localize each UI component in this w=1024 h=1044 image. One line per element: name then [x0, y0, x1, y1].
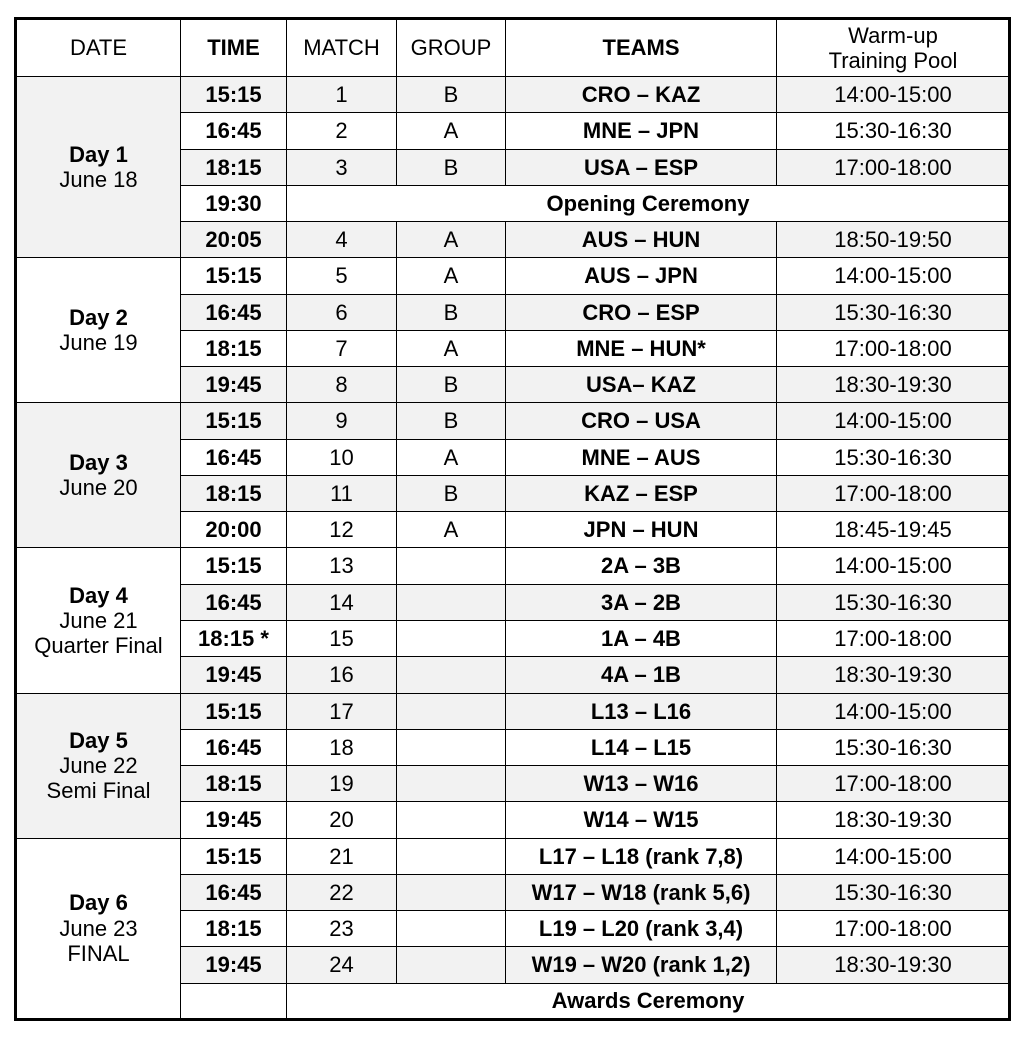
day-date: June 20 [59, 475, 138, 501]
header-date: DATE [16, 19, 181, 77]
day-date: June 22 [59, 752, 138, 778]
teams-cell: L19 – L20 (rank 3,4) [506, 911, 777, 947]
teams-cell: AUS – JPN [506, 258, 777, 294]
teams-cell: W13 – W16 [506, 766, 777, 802]
table-row [16, 403, 1010, 439]
match-cell: 22 [287, 874, 397, 910]
match-schedule-table [14, 17, 1011, 1021]
time-cell: 18:15 * [181, 620, 287, 656]
group-cell: A [397, 258, 506, 294]
group-cell [397, 657, 506, 693]
match-cell: 7 [287, 330, 397, 366]
group-cell [397, 766, 506, 802]
time-cell: 16:45 [181, 729, 287, 765]
teams-cell: 3A – 2B [506, 584, 777, 620]
day-stage: Quarter Final [34, 633, 163, 659]
time-cell: 18:15 [181, 149, 287, 185]
group-cell: A [397, 222, 506, 258]
header-match: MATCH [287, 19, 397, 77]
match-cell: 9 [287, 403, 397, 439]
warmup-cell: 17:00-18:00 [777, 330, 1010, 366]
group-cell: B [397, 77, 506, 113]
day-label: Day 3 [69, 450, 128, 476]
teams-cell: USA – ESP [506, 149, 777, 185]
warmup-cell: 15:30-16:30 [777, 584, 1010, 620]
warmup-cell: 15:30-16:30 [777, 294, 1010, 330]
group-cell [397, 620, 506, 656]
teams-cell: 1A – 4B [506, 620, 777, 656]
teams-cell: L14 – L15 [506, 729, 777, 765]
table-row [16, 258, 1010, 294]
teams-cell: MNE – AUS [506, 439, 777, 475]
warmup-cell: 17:00-18:00 [777, 149, 1010, 185]
time-cell: 19:45 [181, 657, 287, 693]
teams-cell: USA– KAZ [506, 367, 777, 403]
day-cell [16, 258, 181, 403]
group-cell [397, 947, 506, 983]
time-cell: 16:45 [181, 874, 287, 910]
day-label: Day 4 [69, 582, 128, 608]
day-cell [16, 403, 181, 548]
time-cell: 19:45 [181, 367, 287, 403]
match-cell: 21 [287, 838, 397, 874]
time-cell: 15:15 [181, 77, 287, 113]
time-cell: 19:45 [181, 947, 287, 983]
match-cell: 23 [287, 911, 397, 947]
day-cell [16, 693, 181, 838]
group-cell: B [397, 367, 506, 403]
time-cell: 20:05 [181, 222, 287, 258]
warmup-cell: 14:00-15:00 [777, 838, 1010, 874]
day-date: June 21 [59, 607, 138, 633]
time-cell: 19:45 [181, 802, 287, 838]
match-cell: 2 [287, 113, 397, 149]
ceremony-cell: Awards Ceremony [287, 983, 1010, 1019]
time-cell: 18:15 [181, 911, 287, 947]
time-cell: 15:15 [181, 548, 287, 584]
warmup-cell: 15:30-16:30 [777, 874, 1010, 910]
match-cell: 12 [287, 512, 397, 548]
match-cell: 18 [287, 729, 397, 765]
ceremony-cell: Opening Ceremony [287, 185, 1010, 221]
group-cell: A [397, 113, 506, 149]
match-cell: 15 [287, 620, 397, 656]
time-cell [181, 983, 287, 1019]
warmup-cell: 18:30-19:30 [777, 367, 1010, 403]
warmup-cell: 14:00-15:00 [777, 403, 1010, 439]
day-date: June 19 [59, 330, 138, 356]
warmup-cell: 15:30-16:30 [777, 439, 1010, 475]
day-stage: Semi Final [46, 778, 151, 804]
teams-cell: 2A – 3B [506, 548, 777, 584]
teams-cell: JPN – HUN [506, 512, 777, 548]
teams-cell: W17 – W18 (rank 5,6) [506, 874, 777, 910]
match-cell: 20 [287, 802, 397, 838]
match-cell: 5 [287, 258, 397, 294]
match-cell: 8 [287, 367, 397, 403]
day-date: June 23 [59, 915, 138, 941]
header-row [16, 19, 1010, 77]
teams-cell: AUS – HUN [506, 222, 777, 258]
time-cell: 15:15 [181, 693, 287, 729]
header-warmup-line2: Training Pool [828, 48, 958, 73]
warmup-cell: 18:30-19:30 [777, 802, 1010, 838]
time-cell: 20:00 [181, 512, 287, 548]
day-cell [16, 838, 181, 1019]
time-cell: 18:15 [181, 330, 287, 366]
header-time: TIME [181, 19, 287, 77]
warmup-cell: 14:00-15:00 [777, 77, 1010, 113]
warmup-cell: 17:00-18:00 [777, 911, 1010, 947]
match-cell: 16 [287, 657, 397, 693]
day-date: June 18 [59, 167, 138, 193]
group-cell [397, 693, 506, 729]
match-cell: 11 [287, 475, 397, 511]
match-cell: 24 [287, 947, 397, 983]
group-cell [397, 548, 506, 584]
time-cell: 16:45 [181, 113, 287, 149]
header-warmup-line1: Warm-up [848, 22, 938, 48]
group-cell [397, 874, 506, 910]
group-cell [397, 911, 506, 947]
header-warmup [777, 19, 1010, 77]
match-cell: 3 [287, 149, 397, 185]
teams-cell: L13 – L16 [506, 693, 777, 729]
warmup-cell: 18:30-19:30 [777, 947, 1010, 983]
warmup-cell: 18:30-19:30 [777, 657, 1010, 693]
time-cell: 16:45 [181, 584, 287, 620]
group-cell: B [397, 294, 506, 330]
warmup-cell: 14:00-15:00 [777, 258, 1010, 294]
table-row [16, 838, 1010, 874]
teams-cell: 4A – 1B [506, 657, 777, 693]
group-cell [397, 802, 506, 838]
day-label: Day 5 [69, 727, 128, 753]
time-cell: 16:45 [181, 439, 287, 475]
time-cell: 15:15 [181, 258, 287, 294]
time-cell: 15:15 [181, 403, 287, 439]
table-row [16, 77, 1010, 113]
header-teams: TEAMS [506, 19, 777, 77]
group-cell: A [397, 330, 506, 366]
group-cell: A [397, 512, 506, 548]
warmup-cell: 17:00-18:00 [777, 475, 1010, 511]
warmup-cell: 17:00-18:00 [777, 766, 1010, 802]
match-cell: 6 [287, 294, 397, 330]
teams-cell: MNE – HUN* [506, 330, 777, 366]
match-cell: 14 [287, 584, 397, 620]
group-cell [397, 584, 506, 620]
match-cell: 1 [287, 77, 397, 113]
day-label: Day 2 [69, 305, 128, 331]
group-cell: B [397, 403, 506, 439]
match-cell: 13 [287, 548, 397, 584]
day-cell [16, 77, 181, 258]
time-cell: 18:15 [181, 766, 287, 802]
warmup-cell: 15:30-16:30 [777, 113, 1010, 149]
teams-cell: CRO – KAZ [506, 77, 777, 113]
match-cell: 10 [287, 439, 397, 475]
match-cell: 19 [287, 766, 397, 802]
warmup-cell: 17:00-18:00 [777, 620, 1010, 656]
group-cell: B [397, 149, 506, 185]
match-cell: 17 [287, 693, 397, 729]
warmup-cell: 15:30-16:30 [777, 729, 1010, 765]
group-cell: B [397, 475, 506, 511]
table-row [16, 548, 1010, 584]
warmup-cell: 14:00-15:00 [777, 548, 1010, 584]
teams-cell: MNE – JPN [506, 113, 777, 149]
time-cell: 19:30 [181, 185, 287, 221]
schedule-body [16, 77, 1010, 1020]
match-cell: 4 [287, 222, 397, 258]
group-cell [397, 729, 506, 765]
warmup-cell: 18:45-19:45 [777, 512, 1010, 548]
teams-cell: L17 – L18 (rank 7,8) [506, 838, 777, 874]
time-cell: 15:15 [181, 838, 287, 874]
teams-cell: W19 – W20 (rank 1,2) [506, 947, 777, 983]
warmup-cell: 18:50-19:50 [777, 222, 1010, 258]
day-stage: FINAL [67, 940, 130, 966]
day-cell [16, 548, 181, 693]
teams-cell: CRO – USA [506, 403, 777, 439]
teams-cell: KAZ – ESP [506, 475, 777, 511]
day-label: Day 6 [69, 890, 128, 916]
header-group: GROUP [397, 19, 506, 77]
group-cell: A [397, 439, 506, 475]
warmup-cell: 14:00-15:00 [777, 693, 1010, 729]
time-cell: 18:15 [181, 475, 287, 511]
teams-cell: W14 – W15 [506, 802, 777, 838]
teams-cell: CRO – ESP [506, 294, 777, 330]
time-cell: 16:45 [181, 294, 287, 330]
day-label: Day 1 [69, 141, 128, 167]
group-cell [397, 838, 506, 874]
table-row [16, 693, 1010, 729]
